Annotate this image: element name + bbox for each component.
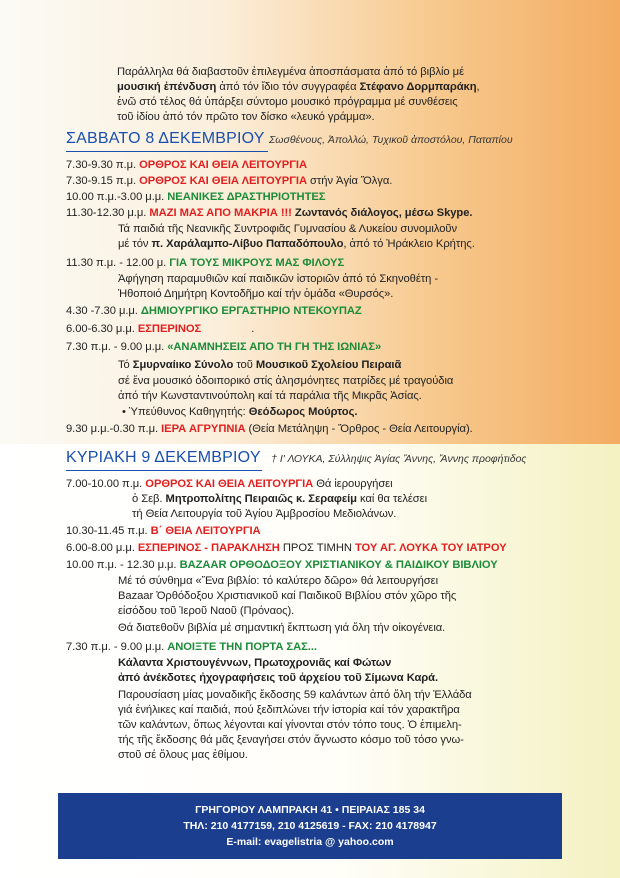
event-description: , ἀπό τό Ἡράκλειο Κρήτης. (343, 238, 475, 250)
sat-event-1 (66, 158, 307, 172)
event-time: 11.30-12.30 μ.μ. (66, 207, 150, 219)
intro-line-1 (117, 65, 464, 79)
sat-event-3 (66, 190, 325, 204)
event-time: 10.00 π.μ.-3.00 μ.μ. (66, 191, 168, 203)
sat-event-5-desc-2 (118, 287, 393, 301)
event-description: Θά διατεθοῦν βιβλία μέ σημαντική ἔκπτωση γιά ὅλη τήν οἰκογένεια. (118, 622, 446, 634)
event-title: Β΄ ΘΕΙΑ ΛΕΙΤΟΥΡΓΙΑ (150, 525, 261, 537)
sun-event-5 (66, 640, 317, 654)
sun-event-4-desc-2 (118, 589, 456, 603)
event-title: ΑΝΟΙΞΤΕ ΤΗΝ ΠΟΡΤΑ ΣΑΣ... (167, 641, 317, 653)
event-description: τή Θεία Λειτουργία τοῦ Ἁγίου Ἀμβροσίου Μεδιολάνων. (132, 508, 397, 520)
event-description: Ἀφήγηση παραμυθιῶν καί παιδικῶν ἱστοριῶν ἀπό τό Σκηνοθέτη - (118, 273, 439, 285)
sun-event-4 (66, 558, 498, 572)
event-title: ΟΡΘΡΟΣ ΚΑΙ ΘΕΙΑ ΛΕΙΤΟΥΡΓΙΑ (139, 159, 307, 171)
intro-line-4 (117, 110, 375, 124)
event-title: ΟΡΘΡΟΣ ΚΑΙ ΘΕΙΑ ΛΕΙΤΟΥΡΓΙΑ (139, 175, 307, 187)
contact-footer (58, 793, 562, 859)
event-description: τῶν καλάντων, ὅπως λέγονται καί γίνονται στόν τόπο τους. Ὁ ἐπιμελη- (118, 719, 462, 731)
event-time: 7.00-10.00 π.μ. (66, 478, 146, 490)
intro-text: ἐνῶ στό τέλος θά ὑπάρξει σύντομο μουσικό πρόγραμμα μέ συνθέσεις (117, 96, 458, 108)
intro-text: τοῦ ἰδίου ἀπό τόν πρῶτο τον δίσκο «λευκό γράμμα». (117, 111, 375, 123)
event-title: ΔΗΜΙΟΥΡΓΙΚΟ ΕΡΓΑΣΤΗΡΙΟ ΝΤΕΚΟΥΠΑΖ (140, 305, 362, 317)
intro-text: , (476, 81, 480, 93)
sunday-heading (66, 448, 527, 469)
sun-event-1-desc-1 (132, 492, 427, 506)
sun-event-4-desc-3 (118, 604, 294, 618)
event-time: 7.30-9.30 π.μ. (66, 159, 140, 171)
event-time: 6.00-6.30 μ.μ. (66, 323, 138, 335)
footer-email[interactable]: E-mail: evagelistria @ yahoo.com (226, 836, 394, 848)
event-title: ΤΟΥ ΑΓ. ΛΟΥΚΑ ΤΟΥ ΙΑΤΡΟΥ (354, 542, 507, 554)
heading-underline (66, 470, 262, 471)
event-description: στοῦ σέ ὅλους μας ἐθίμου. (118, 749, 248, 761)
sun-event-1 (66, 477, 393, 491)
saints-of-day: † Ι' ΛΟΥΚΑ, Σύλληψις Ἁγίας Ἄννης, Ἄννης προφήτιδος (271, 453, 527, 465)
event-subtitle: ἀπό ἀνέκδοτες ἠχογραφήσεις τοῦ ἀρχείου τοῦ Σίμωνα Καρά. (118, 672, 439, 684)
event-description: • Ὑπεύθυνος Καθηγητής: (122, 406, 249, 418)
footer-address: ΓΡΗΓΟΡΙΟΥ ΛΑΜΠΡΑΚΗ 41 • ΠΕΙΡΑΙΑΣ 185 34 (195, 804, 425, 816)
event-description: τής τῆς ἔκδοσης θά μᾶς ξεναγήσει στόν ἄγνωστο κόσμο τοῦ τόσο γνω- (118, 734, 464, 746)
sun-event-5-desc-6 (118, 733, 464, 747)
event-description: γιά ἐνήλικες καί παιδιά, πού ξεδιπλώνει τήν ἱστορία καί τόν χαρακτῆρα (118, 704, 460, 716)
event-title: ΝΕΑΝΙΚΕΣ ΔΡΑΣΤΗΡΙΟΤΗΤΕΣ (167, 191, 326, 203)
event-description: σέ ἕνα μουσικό ὁδοιπορικό στίς ἀλησμόνητες πατρίδες μέ τραγούδια (118, 375, 454, 387)
sat-event-8-desc-2 (118, 374, 453, 388)
event-description: τοῦ (233, 359, 256, 371)
event-description: ΠΡΟΣ ΤΙΜΗΝ (279, 542, 355, 554)
event-title: ΟΡΘΡΟΣ ΚΑΙ ΘΕΙΑ ΛΕΙΤΟΥΡΓΙΑ (145, 478, 314, 490)
sat-event-9 (66, 422, 473, 436)
event-description: Bazaar Ὀρθόδοξου Χριστιανικοῦ καί Παιδικοῦ Βιβλίου στόν χῶρο τῆς (118, 590, 457, 602)
day-title: ΚΥΡΙΑΚΗ 9 ΔΕΚΕΜΒΡΙΟΥ (66, 449, 261, 466)
event-description: εἰσόδου τοῦ Ἱεροῦ Ναοῦ (Πρόναος). (118, 605, 295, 617)
event-time: 4.30 -7.30 μ.μ. (66, 305, 141, 317)
event-description: Τό (118, 359, 133, 371)
sun-event-4-desc-1 (118, 574, 438, 588)
event-description: Παρουσίαση μίας μοναδικῆς ἔκδοσης 59 καλάντων ἀπό ὅλη τήν Ἑλλάδα (118, 689, 472, 701)
event-time: 7.30-9.15 π.μ. (66, 175, 140, 187)
event-time: 10.30-11.45 π.μ. (66, 525, 151, 537)
guest-name: π. Χαράλαμπο-Λίβυο Παπαδόπουλο (151, 238, 344, 250)
sat-event-5 (66, 256, 344, 270)
saturday-heading (66, 129, 513, 150)
sun-event-5-desc-4 (118, 703, 460, 717)
sat-event-4 (66, 206, 472, 220)
sun-event-5-desc-5 (118, 718, 462, 732)
sun-event-5-desc-7 (118, 748, 248, 762)
event-description: ὁ Σεβ. (132, 493, 166, 505)
footer-phones: ΤΗΛ: 210 4177159, 210 4125619 - FAX: 210 4178947 (183, 820, 437, 832)
event-location: στήν Ἁγία Ὄλγα. (307, 175, 393, 187)
event-time: 6.00-8.00 μ.μ. (66, 542, 138, 554)
sun-event-2 (66, 524, 261, 538)
sun-event-4-desc-4 (118, 621, 445, 635)
event-title: ΕΣΠΕΡΙΝΟΣ - ΠΑΡΑΚΛΗΣΗ (137, 542, 280, 554)
event-time: 7.30 π.μ. - 9.00 μ.μ. (66, 641, 168, 653)
intro-line-2 (117, 80, 480, 94)
event-description: ἀπό τήν Κωνσταντινούπολη καί τά παράλια τῆς Μικρᾶς Ἀσίας. (118, 390, 422, 402)
day-title: ΣΑΒΒΑΤΟ 8 ΔΕΚΕΜΒΡΙΟΥ (66, 130, 265, 147)
sun-event-5-desc-2 (118, 671, 438, 685)
sat-event-8 (66, 340, 381, 354)
event-time: 10.00 π.μ. - 12.30 μ.μ. (66, 559, 180, 571)
event-description: Μέ τό σύνθημα «Ἕνα βιβλίο: τό καλύτερο δῶρο» θά λειτουργήσει (118, 575, 439, 587)
saints-of-day: Σωσθένους, Ἀπολλώ, Τυχικοῦ ἀποστόλου, Παταπίου (269, 134, 513, 146)
event-title: ΓΙΑ ΤΟΥΣ ΜΙΚΡΟΥΣ ΜΑΣ ΦΙΛΟΥΣ (169, 257, 345, 269)
sun-event-1-desc-2 (132, 507, 396, 521)
event-description: Ἠθοποιό Δημήτρη Κοντοδῆμο καί τήν ὁμάδα «Θυρσός». (118, 288, 394, 300)
sun-event-3 (66, 541, 507, 555)
sun-event-5-desc-3 (118, 688, 472, 702)
event-subtitle: Κάλαντα Χριστουγέννων, Πρωτοχρονιᾶς καί Φώτων (118, 657, 392, 669)
sat-event-6 (66, 304, 362, 318)
metropolitan-name: Μητροπολίτης Πειραιῶς κ. Σεραφείμ (165, 493, 357, 505)
intro-line-3 (117, 95, 458, 109)
event-title: BAZAAR ΟΡΘΟΔΟΞΟΥ ΧΡΙΣΤΙΑΝΙΚΟΥ & ΠΑΙΔΙΚΟΥ ΒΙΒΛΙΟΥ (179, 559, 498, 571)
event-time: 7.30 π.μ. - 9.00 μ.μ. (66, 341, 168, 353)
ensemble-name: Σμυρναίικο Σύνολο (132, 359, 234, 371)
event-note: (Θεία Μετάληψη - Ὄρθρος - Θεία Λειτουργία). (245, 423, 473, 435)
intro-text: Παράλληλα θά διαβαστοῦν ἐπιλεγμένα ἀποσπάσματα ἀπό τό βιβλίο μέ (117, 66, 465, 78)
sun-event-5-desc-1 (118, 656, 391, 670)
teacher-name: Θεόδωρος Μούρτος. (248, 406, 358, 418)
intro-bold: μουσική ἐπένδυση (117, 81, 217, 93)
event-description: Τά παιδιά τῆς Νεανικῆς Συντροφιᾶς Γυμνασίου & Λυκείου συνομιλοῦν (118, 223, 458, 235)
sat-event-7 (66, 322, 254, 336)
author-name: Στέφανο Δορμπαράκη (359, 81, 477, 93)
event-description: Θά ἱερουργήσει (313, 478, 393, 490)
sat-event-8-desc-1 (118, 358, 401, 372)
heading-underline (66, 151, 268, 152)
event-subtitle: Ζωντανός διάλογος, μέσω Skype. (291, 207, 473, 219)
event-time: 9.30 μ.μ.-0.30 π.μ. (66, 423, 162, 435)
intro-text: ἀπό τόν ἴδιο τόν συγγραφέα (216, 81, 360, 93)
event-time: 11.30 π.μ. - 12.00 μ. (66, 257, 170, 269)
event-title: ΜΑΖΙ ΜΑΣ ΑΠΟ ΜΑΚΡΙΑ !!! (149, 207, 292, 219)
event-description: μέ τόν (118, 238, 152, 250)
sat-event-8-desc-4 (122, 405, 357, 419)
event-title: ΙΕΡΑ ΑΓΡΥΠΝΙΑ (161, 423, 246, 435)
stray-dot: . (251, 323, 255, 335)
sat-event-2 (66, 174, 392, 188)
event-title: «ΑΝΑΜΝΗΣΕΙΣ ΑΠΟ ΤΗ ΓΗ ΤΗΣ ΙΩΝΙΑΣ» (167, 341, 382, 353)
sat-event-8-desc-3 (118, 389, 422, 403)
sat-event-4-desc-2 (118, 237, 475, 251)
sat-event-4-desc-1 (118, 222, 457, 236)
event-description: καί θα τελέσει (356, 493, 428, 505)
event-title: ΕΣΠΕΡΙΝΟΣ (137, 323, 202, 335)
school-name: Μουσικοῦ Σχολείου Πειραιᾶ (255, 359, 402, 371)
sat-event-5-desc-1 (118, 272, 438, 286)
